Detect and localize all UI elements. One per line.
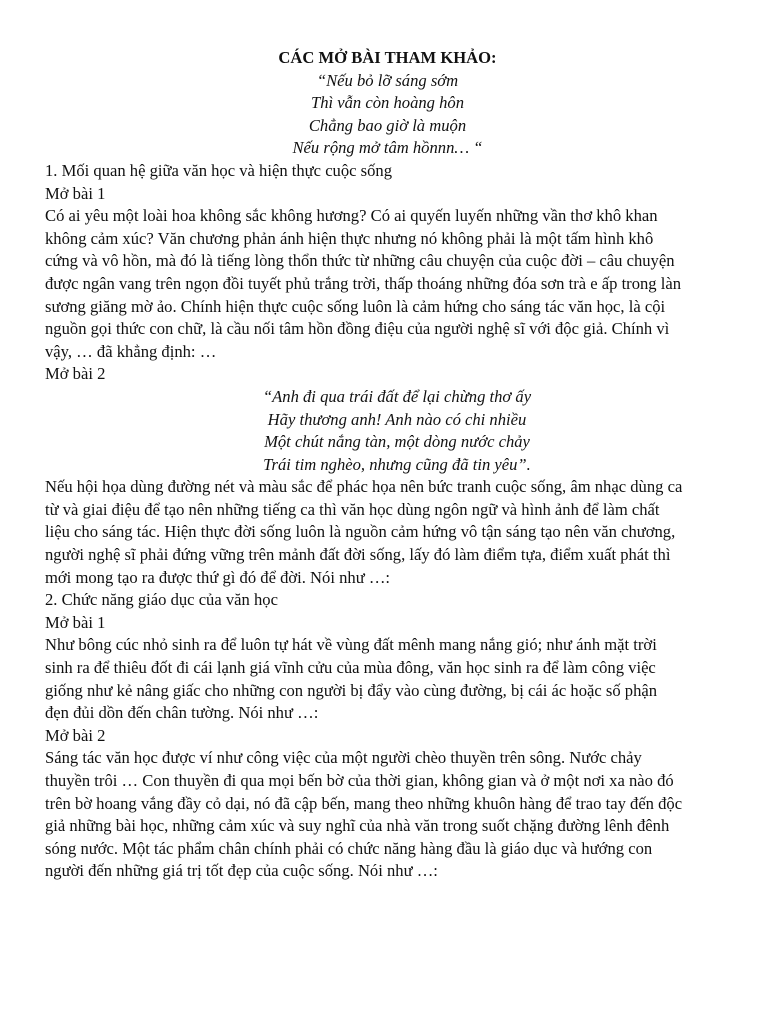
section-2-heading: 2. Chức năng giáo dục của văn học [45,590,278,610]
text-line: cứng và vô hồn, mà đó là tiếng lòng thổn thức từ những câu chuyện của cuộc đời – câu chuyện [45,251,675,271]
document-page [45,47,725,883]
text-line: Như bông cúc nhỏ sinh ra để luôn tự hát về vùng đất mênh mang nắng gió; như ánh mặt trời [45,635,657,655]
section-1-intro-2-text [45,476,725,589]
poem-line: “Anh đi qua trái đất để lại chừng thơ ấy [262,386,532,406]
text-line: đẹn đủi dồn đến chân tường. Nói như …: [45,703,319,723]
text-line: được ngân vang trên ngọn đồi tuyết phủ trắng trời, thấp thoáng những đóa sơn trà e ấp trong làn [45,273,682,293]
text-line: thuyền trôi … Con thuyền đi qua mọi bến bờ của thời gian, không gian và ở một nơi xa nào đó [45,771,674,790]
text-line: giả những bài học, những cảm xúc và suy nghĩ của nhà văn trong suốt chặng đường lênh đênh [45,816,670,836]
section-1-intro-1-text [45,205,725,363]
section-2-intro-1-text [45,634,725,724]
poem-line: “Nếu bỏ lỡ sáng sớm [316,70,459,90]
text-line: người đến những giá trị tốt đẹp của cuộc sống. Nói như …: [45,861,438,881]
text-line: liệu cho sáng tác. Hiện thực đời sống luôn là nguồn cảm hứng vô tận sáng tạo nên văn chương, [45,522,676,542]
section-2-intro-2-label: Mở bài 2 [45,725,106,745]
document-title: CÁC MỞ BÀI THAM KHẢO: [278,48,497,67]
text-line: mới mong tạo ra được thứ gì đó để đời. Nói như …: [45,567,391,587]
text-line: Sáng tác văn học được ví như công việc của một người chèo thuyền trên sông. Nước chảy [45,748,642,768]
text-line: vậy, … đã khẳng định: … [45,341,217,361]
text-line: sóng nước. Một tác phẩm chân chính phải có chức năng hàng đầu là giáo dục và hướng con [45,838,653,858]
section-1-heading: 1. Mối quan hệ giữa văn học và hiện thực cuộc sống [45,160,393,180]
poem-line: Hãy thương anh! Anh nào có chi nhiều [267,409,527,429]
poem-line: Thì vẫn còn hoàng hôn [310,93,465,113]
text-line: sinh ra để thiêu đốt đi cái lạnh giá vĩnh cửu của mùa đông, văn học sinh ra để làm công việc [45,658,656,678]
text-line: người nghệ sĩ phải đứng vững trên mảnh đất đời sống, lấy đó làm điểm tựa, điểm xuất phát thì [45,545,671,565]
text-line: từ và giai điệu để tạo nên những tiếng ca thì văn học dùng ngôn ngữ và hình ảnh để làm chất [45,499,660,519]
poem-line: Trái tim nghèo, nhưng cũng đã tin yêu”. [263,454,531,474]
section-1-intro-2-label: Mở bài 2 [45,364,106,384]
text-line: Có ai yêu một loài hoa không sắc không hương? Có ai quyến luyến những vần thơ khô khan [45,206,658,226]
text-line: sương giăng mờ ảo. Chính hiện thực cuộc sống luôn là cảm hứng cho sáng tác văn học, là cội [45,296,666,316]
intro-poem [45,70,725,160]
text-line: Nếu hội họa dùng đường nét và màu sắc để phác họa nên bức tranh cuộc sống, âm nhạc dùng ca [45,477,683,497]
section-2-intro-2-text [45,747,725,883]
text-line: trên bờ hoang vắng đầy cỏ dại, nó đã cập bến, mang theo những khuôn hàng để trao tay đến độc [45,793,683,813]
poem-line: Nếu rộng mở tâm hồnnn… “ [292,138,483,158]
text-line: giống như kẻ nâng giấc cho những con người bị đẩy vào cùng đường, bị cái ác hoặc số phận [45,680,658,700]
text-line: nguồn gọi thức con chữ, là cầu nối tâm hồn đồng điệu của người nghệ sĩ với độc giả. Chính vì [45,319,670,339]
poem-line: Chẳng bao giờ là muộn [308,115,467,135]
section-2-intro-1-label: Mở bài 1 [45,612,106,632]
poem-line: Một chút nắng tàn, một dòng nước chảy [264,432,530,452]
text-line: không cảm xúc? Văn chương phản ánh hiện thực nhưng nó không phải là một tấm hình khô [45,228,654,248]
section-1-intro-2-poem [45,386,725,476]
section-1-intro-1-label: Mở bài 1 [45,183,106,203]
